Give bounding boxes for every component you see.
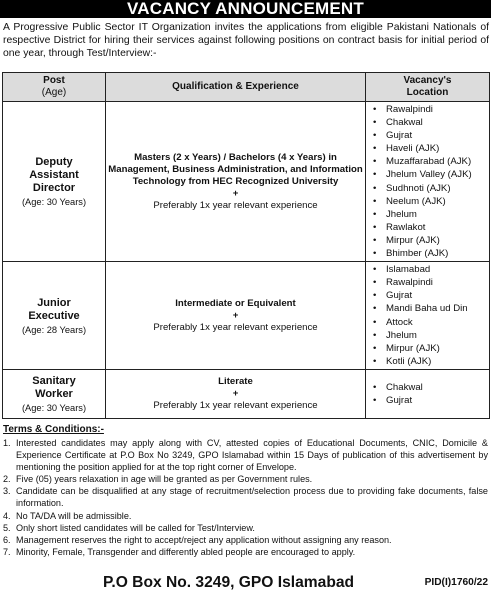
terms-item-number: 4. <box>3 510 11 521</box>
footer <box>0 573 491 594</box>
post-title-line: Deputy <box>35 156 73 169</box>
post-age: (Age: 28 Years) <box>21 324 87 335</box>
qualification-cell <box>106 102 366 262</box>
footer-pid: PID(I)1760/22 <box>424 577 488 588</box>
location-item: • Rawalpindi <box>373 103 489 116</box>
post-title-line: Sanitary <box>32 374 76 387</box>
location-item: • Bhimber (AJK) <box>373 247 489 260</box>
post-age: (Age: 30 Years) <box>21 402 87 413</box>
intro-paragraph: A Progressive Public Sector IT Organization invites the applications from eligible Pakistani Nationals of respective District for hiring their services against following positions on contract basis for initial period of one year, through Test/Interview:- <box>3 22 489 60</box>
location-item: • Mirpur (AJK) <box>373 342 489 355</box>
terms-item <box>3 437 488 473</box>
terms-list <box>3 437 488 558</box>
post-title-line: Assistant <box>29 169 79 182</box>
location-item: • Jhelum Valley (AJK) <box>373 168 489 181</box>
terms-item-text: Only short listed candidates will be called for Test/Interview. <box>16 522 255 533</box>
location-item: • Muzaffarabad (AJK) <box>373 155 489 168</box>
post-cell-sanitary-worker <box>3 369 106 418</box>
location-item: • Gujrat <box>373 289 489 302</box>
terms-item-text: Minority, Female, Transgender and differently abled people are encouraged to apply. <box>16 546 356 557</box>
header-location <box>366 73 490 102</box>
experience-text: Preferably 1x year relevant experience <box>153 399 318 411</box>
post-age: (Age: 30 Years) <box>21 197 87 208</box>
location-list <box>366 102 489 261</box>
location-item: • Jhelum <box>373 329 489 342</box>
terms-item-text: Candidate can be disqualified at any stage of recruitment/selection process due to providing fake documents, false information. <box>16 486 488 509</box>
terms-item-number: 6. <box>3 534 11 545</box>
location-list <box>366 380 489 408</box>
terms-item-text: Five (05) years relaxation in age will be granted as per Government rules. <box>16 474 313 485</box>
table-row <box>3 102 490 262</box>
experience-text: Preferably 1x year relevant experience <box>153 199 318 211</box>
location-item: • Attock <box>373 316 489 329</box>
post-title-line: Executive <box>28 309 80 322</box>
qualification-cell <box>106 369 366 418</box>
location-item: • Mandi Baha ud Din <box>373 302 489 315</box>
terms-heading: Terms & Conditions:- <box>3 424 104 435</box>
table-row <box>3 262 490 370</box>
terms-item <box>3 522 488 534</box>
header-post-label: Post <box>43 75 65 86</box>
post-title-line: Worker <box>35 387 73 400</box>
qualification-cell <box>106 262 366 370</box>
post-title-line: Junior <box>37 296 71 309</box>
terms-item-number: 5. <box>3 522 11 533</box>
terms-item-number: 2. <box>3 474 11 485</box>
plus-sign: + <box>232 309 239 321</box>
terms-item-number: 7. <box>3 546 11 557</box>
header-post-sub: (Age) <box>41 87 67 98</box>
terms-item-text: No TA/DA will be admissible. <box>16 510 132 521</box>
terms-item-text: Management reserves the right to accept/reject any application without assigning any reason. <box>16 534 392 545</box>
footer-address: P.O Box No. 3249, GPO Islamabad <box>103 574 355 591</box>
terms-item <box>3 473 488 485</box>
location-item: • Chakwal <box>373 381 489 394</box>
qualification-text: Intermediate or Equivalent <box>175 297 296 309</box>
location-item: • Mirpur (AJK) <box>373 234 489 247</box>
table-row <box>3 369 490 418</box>
post-cell-junior-executive <box>3 262 106 370</box>
announcement-title: VACANCY ANNOUNCEMENT <box>0 0 491 18</box>
location-item: • Kotli (AJK) <box>373 355 489 368</box>
location-item: • Haveli (AJK) <box>373 142 489 155</box>
plus-sign: + <box>232 187 239 199</box>
location-item: • Islamabad <box>373 263 489 276</box>
terms-item-number: 1. <box>3 438 11 448</box>
terms-item-number: 3. <box>3 486 11 497</box>
location-item: • Sudhnoti (AJK) <box>373 182 489 195</box>
location-list <box>366 262 489 369</box>
location-cell <box>366 102 490 262</box>
location-item: • Rawalpindi <box>373 276 489 289</box>
location-item: • Rawlakot <box>373 221 489 234</box>
terms-item-text: Interested candidates may apply along with CV, attested copies of Educational Documents, CNIC, Domicile & Experience Certificate at P.O Box No 3249, GPO Islamabad within 15 Days of publication of this advertisement by mentioning the position applied for at the top right corner of Envelope. <box>16 438 488 473</box>
table-header-row <box>3 73 490 102</box>
location-cell <box>366 369 490 418</box>
location-cell <box>366 262 490 370</box>
qualification-text: Literate <box>218 375 253 387</box>
location-item: • Neelum (AJK) <box>373 195 489 208</box>
location-item: • Gujrat <box>373 394 489 407</box>
header-location-sub: Location <box>406 87 449 98</box>
terms-item <box>3 510 488 522</box>
terms-item <box>3 485 488 509</box>
location-item: • Jhelum <box>373 208 489 221</box>
location-item: • Chakwal <box>373 116 489 129</box>
vacancy-table <box>2 72 490 419</box>
header-qualification: Qualification & Experience <box>106 73 366 102</box>
post-cell-deputy-assistant-director <box>3 102 106 262</box>
terms-item <box>3 534 488 546</box>
header-post <box>3 73 106 102</box>
qualification-text: Masters (2 x Years) / Bachelors (4 x Years) in Management, Business Administration, and Information Technology from HEC Recognized University <box>108 151 363 187</box>
terms-item <box>3 546 488 558</box>
plus-sign: + <box>232 387 239 399</box>
experience-text: Preferably 1x year relevant experience <box>153 321 318 333</box>
header-location-label: Vacancy's <box>403 75 452 86</box>
post-title-line: Director <box>32 182 76 195</box>
location-item: • Gujrat <box>373 129 489 142</box>
